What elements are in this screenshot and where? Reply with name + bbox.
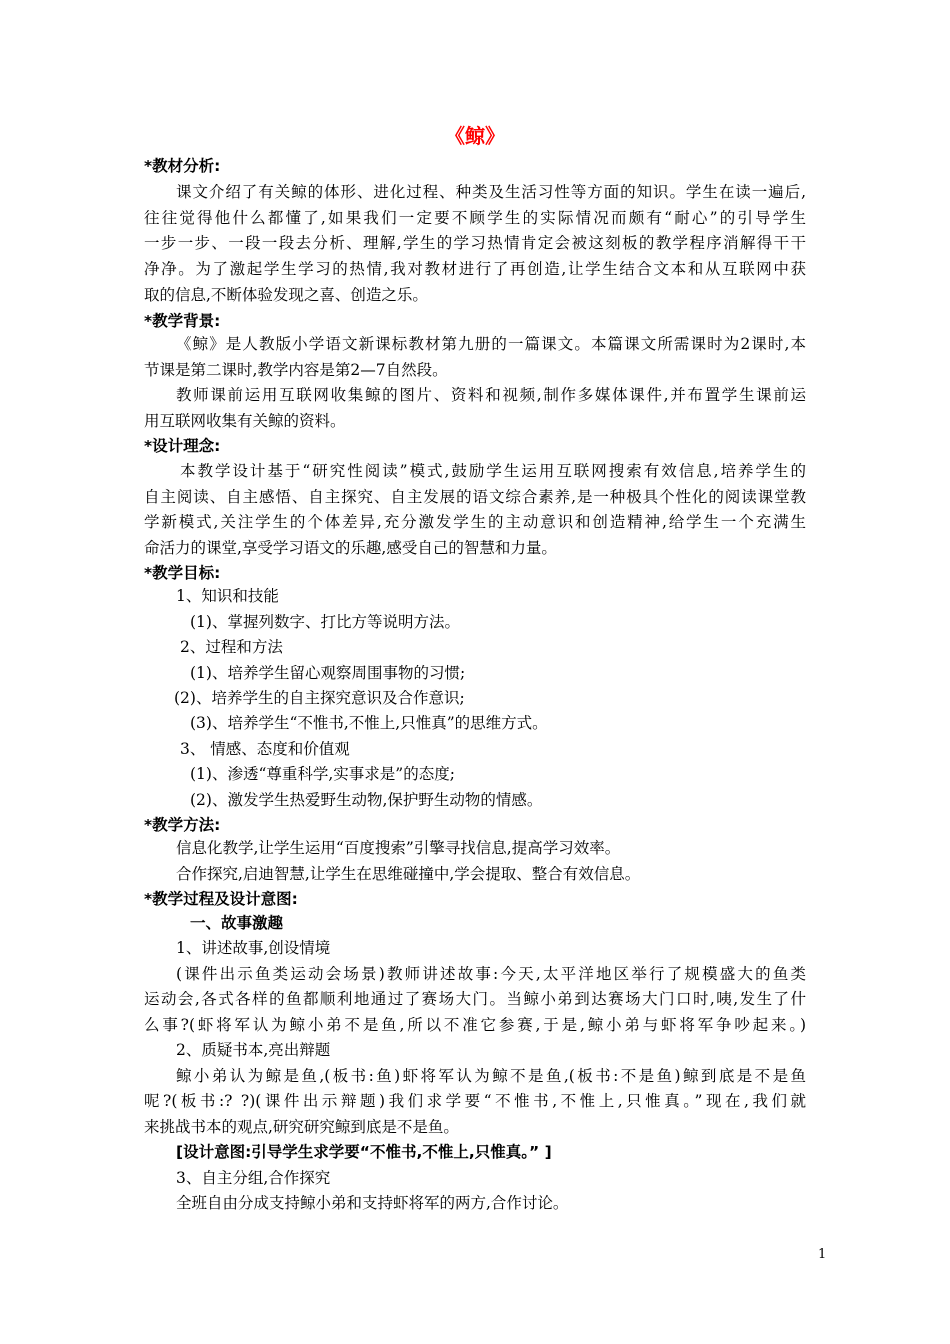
paragraph-line: 净净。为了激起学生学习的热情,我对教材进行了再创造,让学生结合文本和从互联网中获 xyxy=(144,260,806,278)
list-item: (3)、培养学生“不惟书,不惟上,只惟真”的思维方式。 xyxy=(190,714,548,732)
list-item: 3、自主分组,合作探究 xyxy=(176,1169,331,1187)
paragraph-line: 命活力的课堂,享受学习语文的乐趣,感受自己的智慧和力量。 xyxy=(144,539,557,557)
list-item: (2)、激发学生热爱野生动物,保护野生动物的情感。 xyxy=(190,791,543,809)
paragraph-line: 教师课前运用互联网收集鲸的图片、资料和视频,制作多媒体课件,并布置学生课前运 xyxy=(176,386,806,404)
paragraph-line: 取的信息,不断体验发现之喜、创造之乐。 xyxy=(144,286,428,304)
section-heading-design-concept: *设计理念: xyxy=(144,437,221,455)
list-item: 2、质疑书本,亮出辩题 xyxy=(176,1041,331,1059)
paragraph-line: 本教学设计基于“研究性阅读”模式,鼓励学生运用互联网搜索有效信息,培养学生的 xyxy=(180,462,806,480)
list-item: 1、讲述故事,创设情境 xyxy=(176,939,331,957)
list-item: (1)、渗透“尊重科学,实事求是”的态度; xyxy=(190,765,455,783)
paragraph-line: 全班自由分成支持鲸小弟和支持虾将军的两方,合作讨论。 xyxy=(176,1194,569,1212)
list-item: (2)、培养学生的自主探究意识及合作意识; xyxy=(174,689,465,707)
paragraph-line: 一步一步、一段一段去分析、理解,学生的学习热情肯定会被这刻板的教学程序消解得干干 xyxy=(144,234,806,252)
paragraph-line: 合作探究,启迪智慧,让学生在思维碰撞中,学会提取、整合有效信息。 xyxy=(176,865,641,883)
list-item: 2、过程和方法 xyxy=(180,638,283,656)
list-item: 3、 情感、态度和价值观 xyxy=(180,740,350,758)
paragraph-line: 课文介绍了有关鲸的体形、进化过程、种类及生活习性等方面的知识。学生在读一遍后, xyxy=(176,183,806,201)
list-item: (1)、培养学生留心观察周围事物的习惯; xyxy=(190,664,466,682)
paragraph-line: 来挑战书本的观点,研究研究鲸到底是不是鱼。 xyxy=(144,1118,459,1136)
paragraph-line: (课件出示鱼类运动会场景)教师讲述故事:今天,太平洋地区举行了规模盛大的鱼类 xyxy=(176,965,806,983)
paragraph-line: 信息化教学,让学生运用“百度搜索”引擎寻找信息,提高学习效率。 xyxy=(176,839,621,857)
paragraph-line: 呢?(板书:? ?)(课件出示辩题)我们求学要“不惟书,不惟上,只惟真。”现在,我们就 xyxy=(144,1092,806,1110)
subsection-heading: 一、故事激趣 xyxy=(190,914,284,932)
document-title: 《鲸》 xyxy=(445,124,505,148)
section-heading-material-analysis: *教材分析: xyxy=(144,157,221,175)
paragraph-line: 么事?(虾将军认为鲸小弟不是鱼,所以不准它参赛,于是,鲸小弟与虾将军争吵起来。) xyxy=(144,1016,806,1034)
section-heading-objectives: *教学目标: xyxy=(144,564,221,582)
page-number: 1 xyxy=(818,1247,827,1262)
section-heading-methods: *教学方法: xyxy=(144,816,221,834)
paragraph-line: 学新模式,关注学生的个体差异,充分激发学生的主动意识和创造精神,给学生一个充满生 xyxy=(144,513,806,531)
paragraph-line: 《鲸》是人教版小学语文新课标教材第九册的一篇课文。本篇课文所需课时为2课时,本 xyxy=(176,335,806,353)
paragraph-line: 用互联网收集有关鲸的资料。 xyxy=(144,412,346,430)
paragraph-line: 鲸小弟认为鲸是鱼,(板书:鱼)虾将军认为鲸不是鱼,(板书:不是鱼)鲸到底是不是鱼 xyxy=(176,1067,806,1085)
paragraph-line: 自主阅读、自主感悟、自主探究、自主发展的语文综合素养,是一种极具个性化的阅读课堂教 xyxy=(144,488,806,506)
section-heading-background: *教学背景: xyxy=(144,312,221,330)
paragraph-line: 运动会,各式各样的鱼都顺利地通过了赛场大门。当鲸小弟到达赛场大门口时,咦,发生了什 xyxy=(144,990,806,1008)
list-item: 1、知识和技能 xyxy=(176,587,279,605)
list-item: (1)、掌握列数字、打比方等说明方法。 xyxy=(190,613,460,631)
section-heading-process: *教学过程及设计意图: xyxy=(144,890,298,908)
paragraph-line: 往往觉得他什么都懂了,如果我们一定要不顾学生的实际情况而颇有“耐心”的引导学生 xyxy=(144,209,806,227)
design-intent-note: [设计意图:引导学生求学要“不惟书,不惟上,只惟真。” ] xyxy=(176,1143,552,1161)
paragraph-line: 节课是第二课时,教学内容是第2—7自然段。 xyxy=(144,361,448,379)
